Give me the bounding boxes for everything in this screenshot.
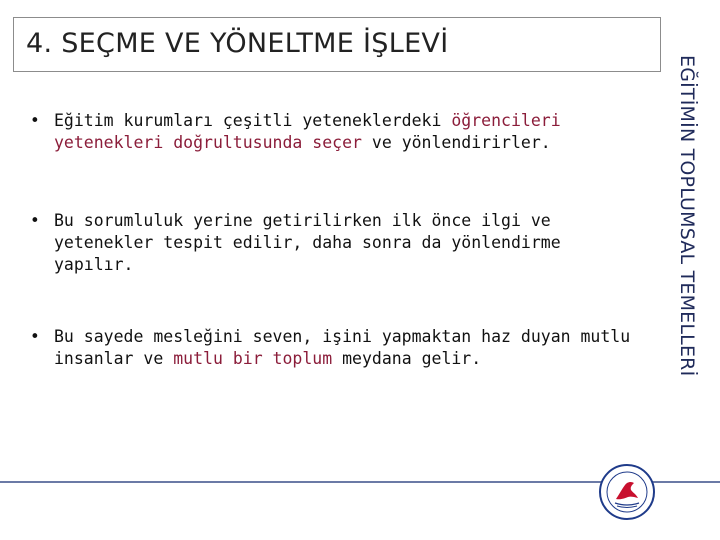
bullet-3-highlight: mutlu bir toplum	[173, 349, 333, 368]
university-seal-icon	[598, 463, 656, 521]
bullet-item-3	[30, 326, 640, 370]
bullet-1-part-3: ve yönlendirirler.	[361, 133, 551, 152]
bullet-dot: •	[30, 111, 40, 130]
bullet-3-part-1: Bu sayede mesleğini seven, işini yapmaktan haz duyan mutlu insanlar ve	[54, 327, 631, 368]
slide-title: 4. SEÇME VE YÖNELTME İŞLEVİ	[26, 28, 449, 59]
slide-content	[30, 110, 640, 370]
bullet-dot: •	[30, 211, 40, 230]
bullet-item-1	[30, 110, 640, 154]
title-box	[13, 17, 661, 72]
side-label: EĞİTİMİN TOPLUMSAL TEMELLERİ	[676, 55, 698, 377]
bullet-dot: •	[30, 327, 40, 346]
bullet-1-highlight: öğrencileri yetenekleri doğrultusunda seçer	[54, 111, 561, 152]
bullet-3-part-3: meydana gelir.	[332, 349, 482, 368]
bullet-item-2	[30, 210, 640, 276]
bullet-2-text: Bu sorumluluk yerine getirilirken ilk önce ilgi ve yetenekler tespit edilir, daha sonra da yönlendirme yapılır.	[54, 211, 561, 274]
bullet-1-part-1: Eğitim kurumları çeşitli yeteneklerdeki	[54, 111, 452, 130]
